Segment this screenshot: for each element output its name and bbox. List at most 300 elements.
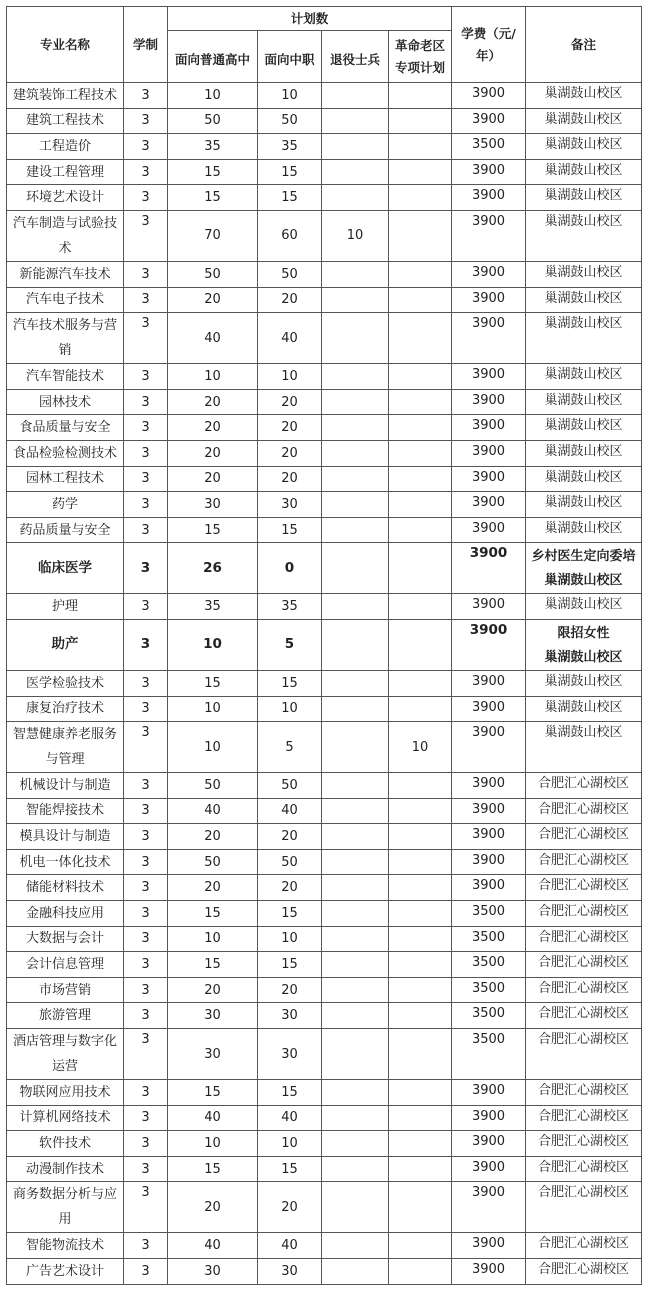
veterans-count-cell	[322, 926, 389, 952]
major-name-cell: 食品质量与安全	[7, 415, 124, 441]
general-count-cell: 15	[168, 670, 258, 696]
table-row	[7, 159, 642, 185]
major-name-cell: 大数据与会计	[7, 926, 124, 952]
major-name-cell: 临床医学	[7, 543, 124, 594]
revolution-count-cell	[389, 364, 452, 390]
general-count-cell: 10	[168, 83, 258, 109]
years-cell: 3	[124, 1029, 168, 1080]
vocational-count-cell: 20	[258, 824, 322, 850]
revolution-count-cell	[389, 543, 452, 594]
vocational-count-cell: 20	[258, 287, 322, 313]
vocational-count-cell: 15	[258, 517, 322, 543]
table-row	[7, 83, 642, 109]
tuition-cell: 3900	[452, 696, 526, 722]
revolution-count-cell	[389, 594, 452, 620]
table-row	[7, 1259, 642, 1285]
tuition-cell: 3900	[452, 1259, 526, 1285]
table-row	[7, 210, 642, 261]
major-name-cell: 物联网应用技术	[7, 1080, 124, 1106]
table-row	[7, 1131, 642, 1157]
general-count-cell: 26	[168, 543, 258, 594]
major-name-cell: 机械设计与制造	[7, 773, 124, 799]
general-count-cell: 15	[168, 159, 258, 185]
years-cell: 3	[124, 364, 168, 390]
veterans-count-cell	[322, 619, 389, 670]
revolution-count-cell	[389, 1029, 452, 1080]
revolution-count-cell	[389, 415, 452, 441]
vocational-count-cell: 15	[258, 1080, 322, 1106]
vocational-count-cell: 20	[258, 389, 322, 415]
vocational-count-cell: 40	[258, 1105, 322, 1131]
vocational-count-cell: 30	[258, 492, 322, 518]
tuition-cell: 3500	[452, 1003, 526, 1029]
vocational-count-cell: 15	[258, 1156, 322, 1182]
note-cell: 合肥汇心湖校区	[526, 773, 642, 799]
major-name-cell: 金融科技应用	[7, 901, 124, 927]
tuition-cell: 3900	[452, 261, 526, 287]
major-name-cell: 工程造价	[7, 134, 124, 160]
general-count-cell: 15	[168, 517, 258, 543]
vocational-count-cell: 50	[258, 261, 322, 287]
vocational-count-cell: 15	[258, 159, 322, 185]
years-cell: 3	[124, 210, 168, 261]
years-cell: 3	[124, 83, 168, 109]
table-row	[7, 1182, 642, 1233]
vocational-count-cell: 15	[258, 185, 322, 211]
revolution-count-cell	[389, 440, 452, 466]
revolution-count-cell	[389, 1003, 452, 1029]
tuition-cell: 3900	[452, 159, 526, 185]
general-count-cell: 50	[168, 773, 258, 799]
major-name-cell: 计算机网络技术	[7, 1105, 124, 1131]
veterans-count-cell	[322, 875, 389, 901]
veterans-count-cell	[322, 492, 389, 518]
vocational-count-cell: 30	[258, 1259, 322, 1285]
tuition-cell: 3900	[452, 440, 526, 466]
major-name-cell: 旅游管理	[7, 1003, 124, 1029]
veterans-count-cell	[322, 1259, 389, 1285]
revolution-count-cell	[389, 185, 452, 211]
table-row	[7, 287, 642, 313]
table-row	[7, 517, 642, 543]
general-count-cell: 40	[168, 1233, 258, 1259]
veterans-count-cell	[322, 415, 389, 441]
general-count-cell: 30	[168, 492, 258, 518]
years-cell: 3	[124, 1259, 168, 1285]
veterans-count-cell	[322, 1131, 389, 1157]
note-cell: 巢湖鼓山校区	[526, 415, 642, 441]
revolution-count-cell	[389, 1080, 452, 1106]
tuition-cell: 3900	[452, 83, 526, 109]
revolution-count-cell	[389, 261, 452, 287]
revolution-count-cell	[389, 1233, 452, 1259]
veterans-count-cell	[322, 1156, 389, 1182]
table-row	[7, 185, 642, 211]
major-name-cell: 汽车电子技术	[7, 287, 124, 313]
tuition-cell: 3900	[452, 875, 526, 901]
header-revolution-area: 革命老区专项计划	[389, 31, 452, 83]
vocational-count-cell: 10	[258, 926, 322, 952]
major-name-cell: 环境艺术设计	[7, 185, 124, 211]
years-cell: 3	[124, 261, 168, 287]
veterans-count-cell	[322, 952, 389, 978]
general-count-cell: 35	[168, 594, 258, 620]
general-count-cell: 15	[168, 952, 258, 978]
veterans-count-cell	[322, 287, 389, 313]
years-cell: 3	[124, 415, 168, 441]
major-name-cell: 机电一体化技术	[7, 849, 124, 875]
note-cell	[526, 619, 642, 670]
years-cell: 3	[124, 159, 168, 185]
vocational-count-cell: 20	[258, 1182, 322, 1233]
veterans-count-cell	[322, 543, 389, 594]
years-cell: 3	[124, 773, 168, 799]
note-cell: 巢湖鼓山校区	[526, 364, 642, 390]
general-count-cell: 20	[168, 977, 258, 1003]
revolution-count-cell	[389, 773, 452, 799]
note-cell: 巢湖鼓山校区	[526, 466, 642, 492]
years-cell: 3	[124, 952, 168, 978]
table-row	[7, 466, 642, 492]
revolution-count-cell	[389, 466, 452, 492]
vocational-count-cell: 30	[258, 1029, 322, 1080]
revolution-count-cell	[389, 1131, 452, 1157]
tuition-cell: 3500	[452, 1029, 526, 1080]
major-name-cell: 汽车制造与试验技术	[7, 210, 124, 261]
major-name-cell: 酒店管理与数字化运营	[7, 1029, 124, 1080]
tuition-cell: 3500	[452, 134, 526, 160]
major-name-cell: 园林工程技术	[7, 466, 124, 492]
general-count-cell: 20	[168, 875, 258, 901]
major-name-cell: 市场营销	[7, 977, 124, 1003]
revolution-count-cell	[389, 1182, 452, 1233]
table-row	[7, 261, 642, 287]
revolution-count-cell	[389, 977, 452, 1003]
note-cell: 巢湖鼓山校区	[526, 517, 642, 543]
table-row	[7, 926, 642, 952]
revolution-count-cell	[389, 389, 452, 415]
revolution-count-cell: 10	[389, 722, 452, 773]
note-cell: 巢湖鼓山校区	[526, 696, 642, 722]
note-cell: 合肥汇心湖校区	[526, 824, 642, 850]
vocational-count-cell: 40	[258, 1233, 322, 1259]
note-cell: 合肥汇心湖校区	[526, 1233, 642, 1259]
note-cell: 合肥汇心湖校区	[526, 901, 642, 927]
major-name-cell: 园林技术	[7, 389, 124, 415]
note-cell: 合肥汇心湖校区	[526, 1259, 642, 1285]
years-cell: 3	[124, 798, 168, 824]
table-row	[7, 415, 642, 441]
header-tuition: 学费（元/年）	[452, 7, 526, 83]
years-cell: 3	[124, 619, 168, 670]
tuition-cell: 3900	[452, 185, 526, 211]
note-cell: 巢湖鼓山校区	[526, 159, 642, 185]
major-name-cell: 助产	[7, 619, 124, 670]
header-vocational: 面向中职	[258, 31, 322, 83]
general-count-cell: 20	[168, 440, 258, 466]
note-cell: 合肥汇心湖校区	[526, 849, 642, 875]
years-cell: 3	[124, 517, 168, 543]
tuition-cell: 3900	[452, 849, 526, 875]
veterans-count-cell	[322, 83, 389, 109]
veterans-count-cell	[322, 824, 389, 850]
table-row	[7, 134, 642, 160]
table-body	[7, 83, 642, 1285]
general-count-cell: 20	[168, 824, 258, 850]
general-count-cell: 10	[168, 364, 258, 390]
vocational-count-cell: 50	[258, 773, 322, 799]
note-cell: 巢湖鼓山校区	[526, 83, 642, 109]
tuition-cell: 3500	[452, 901, 526, 927]
revolution-count-cell	[389, 619, 452, 670]
years-cell: 3	[124, 185, 168, 211]
years-cell: 3	[124, 440, 168, 466]
years-cell: 3	[124, 287, 168, 313]
years-cell: 3	[124, 824, 168, 850]
years-cell: 3	[124, 1182, 168, 1233]
years-cell: 3	[124, 134, 168, 160]
general-count-cell: 15	[168, 185, 258, 211]
table-row	[7, 824, 642, 850]
major-name-cell: 动漫制作技术	[7, 1156, 124, 1182]
tuition-cell: 3900	[452, 1233, 526, 1259]
vocational-count-cell: 20	[258, 466, 322, 492]
major-name-cell: 模具设计与制造	[7, 824, 124, 850]
veterans-count-cell	[322, 1182, 389, 1233]
table-row	[7, 1105, 642, 1131]
major-name-cell: 储能材料技术	[7, 875, 124, 901]
table-row	[7, 364, 642, 390]
major-name-cell: 医学检验技术	[7, 670, 124, 696]
note-cell: 合肥汇心湖校区	[526, 1131, 642, 1157]
revolution-count-cell	[389, 108, 452, 134]
tuition-cell: 3900	[452, 517, 526, 543]
tuition-cell: 3900	[452, 670, 526, 696]
veterans-count-cell	[322, 364, 389, 390]
table-row	[7, 952, 642, 978]
revolution-count-cell	[389, 134, 452, 160]
major-name-cell: 食品检验检测技术	[7, 440, 124, 466]
vocational-count-cell: 20	[258, 415, 322, 441]
table-row	[7, 389, 642, 415]
note-cell: 巢湖鼓山校区	[526, 594, 642, 620]
years-cell: 3	[124, 1080, 168, 1106]
note-cell: 合肥汇心湖校区	[526, 1003, 642, 1029]
table-row	[7, 849, 642, 875]
general-count-cell: 30	[168, 1003, 258, 1029]
major-name-cell: 汽车智能技术	[7, 364, 124, 390]
general-count-cell: 10	[168, 926, 258, 952]
table-row	[7, 901, 642, 927]
note-cell: 巢湖鼓山校区	[526, 185, 642, 211]
note-cell: 合肥汇心湖校区	[526, 1029, 642, 1080]
table-row	[7, 440, 642, 466]
tuition-cell: 3500	[452, 926, 526, 952]
years-cell: 3	[124, 492, 168, 518]
major-name-cell: 新能源汽车技术	[7, 261, 124, 287]
veterans-count-cell: 10	[322, 210, 389, 261]
revolution-count-cell	[389, 159, 452, 185]
vocational-count-cell: 10	[258, 364, 322, 390]
vocational-count-cell: 5	[258, 619, 322, 670]
tuition-cell: 3500	[452, 977, 526, 1003]
general-count-cell: 40	[168, 798, 258, 824]
vocational-count-cell: 40	[258, 798, 322, 824]
general-count-cell: 30	[168, 1259, 258, 1285]
vocational-count-cell: 35	[258, 594, 322, 620]
general-count-cell: 10	[168, 722, 258, 773]
veterans-count-cell	[322, 185, 389, 211]
tuition-cell: 3900	[452, 364, 526, 390]
vocational-count-cell: 40	[258, 313, 322, 364]
veterans-count-cell	[322, 722, 389, 773]
general-count-cell: 40	[168, 313, 258, 364]
veterans-count-cell	[322, 313, 389, 364]
major-name-cell: 智能物流技术	[7, 1233, 124, 1259]
general-count-cell: 40	[168, 1105, 258, 1131]
years-cell: 3	[124, 901, 168, 927]
vocational-count-cell: 10	[258, 1131, 322, 1157]
major-name-cell: 药品质量与安全	[7, 517, 124, 543]
revolution-count-cell	[389, 517, 452, 543]
vocational-count-cell: 20	[258, 440, 322, 466]
major-name-cell: 软件技术	[7, 1131, 124, 1157]
note-cell: 巢湖鼓山校区	[526, 440, 642, 466]
revolution-count-cell	[389, 287, 452, 313]
tuition-cell: 3900	[452, 466, 526, 492]
general-count-cell: 20	[168, 389, 258, 415]
vocational-count-cell: 10	[258, 696, 322, 722]
revolution-count-cell	[389, 849, 452, 875]
years-cell: 3	[124, 1003, 168, 1029]
general-count-cell: 20	[168, 287, 258, 313]
vocational-count-cell: 20	[258, 977, 322, 1003]
note-cell: 合肥汇心湖校区	[526, 1156, 642, 1182]
major-name-cell: 智能焊接技术	[7, 798, 124, 824]
major-name-cell: 药学	[7, 492, 124, 518]
header-years: 学制	[124, 7, 168, 83]
tuition-cell: 3900	[452, 389, 526, 415]
veterans-count-cell	[322, 849, 389, 875]
years-cell: 3	[124, 1233, 168, 1259]
tuition-cell: 3900	[452, 313, 526, 364]
table-row	[7, 1156, 642, 1182]
general-count-cell: 10	[168, 619, 258, 670]
table-row	[7, 722, 642, 773]
years-cell: 3	[124, 389, 168, 415]
tuition-cell: 3900	[452, 108, 526, 134]
veterans-count-cell	[322, 159, 389, 185]
years-cell: 3	[124, 108, 168, 134]
note-cell: 巢湖鼓山校区	[526, 287, 642, 313]
major-name-cell: 会计信息管理	[7, 952, 124, 978]
major-name-cell: 广告艺术设计	[7, 1259, 124, 1285]
table-row	[7, 696, 642, 722]
veterans-count-cell	[322, 1105, 389, 1131]
veterans-count-cell	[322, 1003, 389, 1029]
years-cell: 3	[124, 1156, 168, 1182]
veterans-count-cell	[322, 977, 389, 1003]
veterans-count-cell	[322, 134, 389, 160]
revolution-count-cell	[389, 1105, 452, 1131]
note-cell: 巢湖鼓山校区	[526, 492, 642, 518]
revolution-count-cell	[389, 952, 452, 978]
general-count-cell: 20	[168, 466, 258, 492]
major-name-cell: 建筑装饰工程技术	[7, 83, 124, 109]
veterans-count-cell	[322, 108, 389, 134]
header-note: 备注	[526, 7, 642, 83]
note-cell: 巢湖鼓山校区	[526, 108, 642, 134]
tuition-cell: 3900	[452, 1156, 526, 1182]
revolution-count-cell	[389, 824, 452, 850]
tuition-cell: 3900	[452, 594, 526, 620]
note-cell: 合肥汇心湖校区	[526, 1080, 642, 1106]
revolution-count-cell	[389, 492, 452, 518]
table-row	[7, 543, 642, 594]
vocational-count-cell: 50	[258, 849, 322, 875]
table-row	[7, 670, 642, 696]
note-cell: 合肥汇心湖校区	[526, 977, 642, 1003]
note-cell: 巢湖鼓山校区	[526, 134, 642, 160]
revolution-count-cell	[389, 696, 452, 722]
general-count-cell: 15	[168, 901, 258, 927]
major-name-cell: 建筑工程技术	[7, 108, 124, 134]
note-line-2: 巢湖鼓山校区	[544, 573, 623, 589]
vocational-count-cell: 15	[258, 952, 322, 978]
years-cell: 3	[124, 875, 168, 901]
years-cell: 3	[124, 543, 168, 594]
years-cell: 3	[124, 1105, 168, 1131]
major-name-cell: 商务数据分析与应用	[7, 1182, 124, 1233]
note-cell: 巢湖鼓山校区	[526, 210, 642, 261]
table-row	[7, 1080, 642, 1106]
note-cell: 巢湖鼓山校区	[526, 389, 642, 415]
years-cell: 3	[124, 594, 168, 620]
table-row	[7, 875, 642, 901]
veterans-count-cell	[322, 517, 389, 543]
years-cell: 3	[124, 849, 168, 875]
revolution-count-cell	[389, 670, 452, 696]
revolution-count-cell	[389, 210, 452, 261]
veterans-count-cell	[322, 670, 389, 696]
years-cell: 3	[124, 722, 168, 773]
note-cell: 巢湖鼓山校区	[526, 261, 642, 287]
vocational-count-cell: 60	[258, 210, 322, 261]
tuition-cell: 3900	[452, 1182, 526, 1233]
general-count-cell: 70	[168, 210, 258, 261]
revolution-count-cell	[389, 901, 452, 927]
veterans-count-cell	[322, 389, 389, 415]
note-cell: 合肥汇心湖校区	[526, 1105, 642, 1131]
years-cell: 3	[124, 696, 168, 722]
veterans-count-cell	[322, 594, 389, 620]
general-count-cell: 20	[168, 415, 258, 441]
table-row	[7, 1003, 642, 1029]
header-major-name: 专业名称	[7, 7, 124, 83]
tuition-cell: 3900	[452, 798, 526, 824]
tuition-cell: 3900	[452, 415, 526, 441]
general-count-cell: 15	[168, 1156, 258, 1182]
table-row	[7, 594, 642, 620]
revolution-count-cell	[389, 875, 452, 901]
note-cell: 合肥汇心湖校区	[526, 875, 642, 901]
general-count-cell: 10	[168, 1131, 258, 1157]
tuition-cell: 3500	[452, 952, 526, 978]
note-cell: 合肥汇心湖校区	[526, 1182, 642, 1233]
note-cell: 合肥汇心湖校区	[526, 926, 642, 952]
veterans-count-cell	[322, 773, 389, 799]
veterans-count-cell	[322, 1233, 389, 1259]
